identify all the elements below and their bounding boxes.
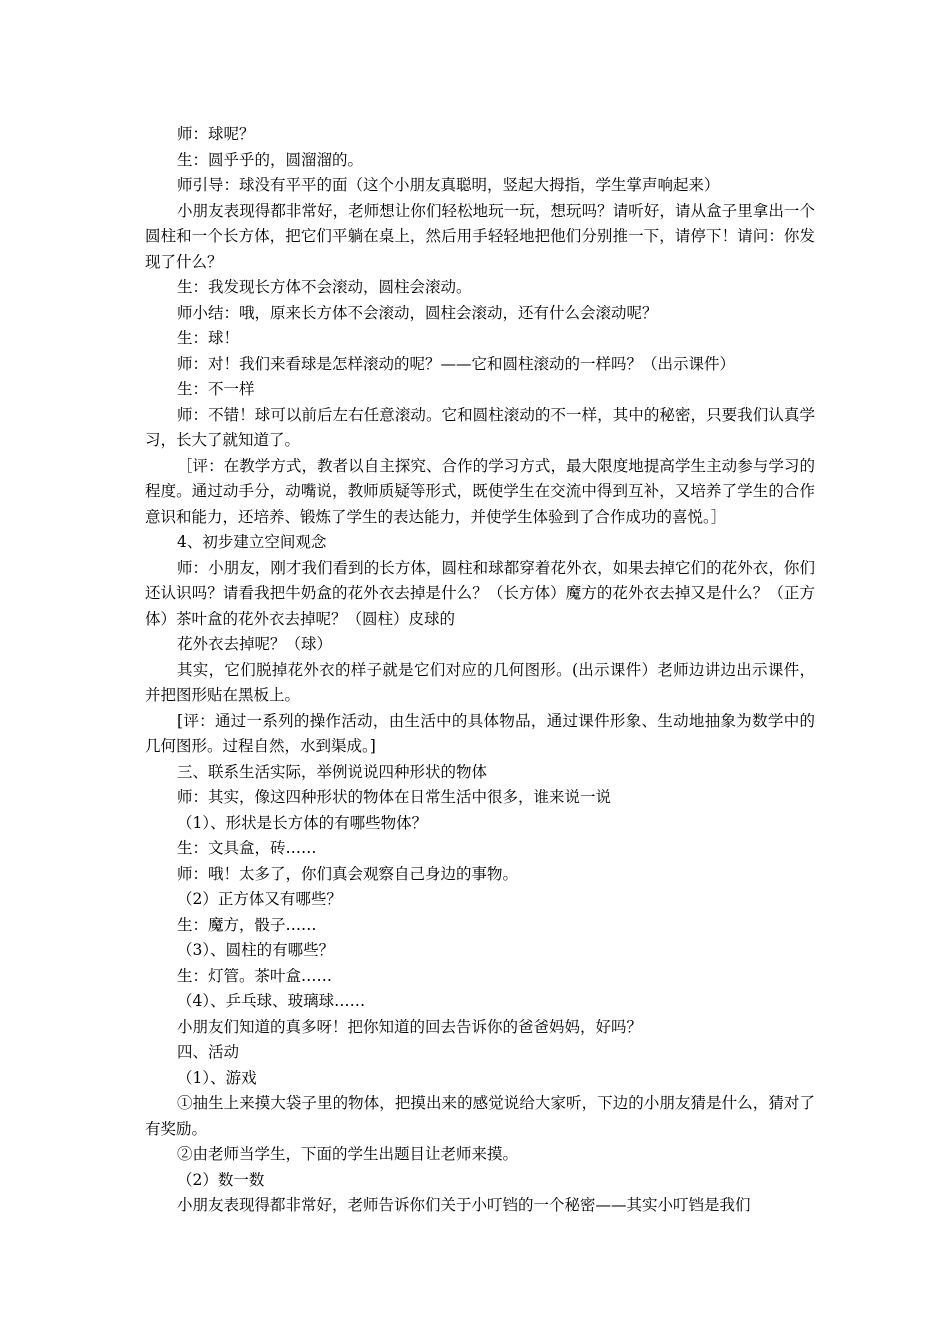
paragraph-31: ②由老师当学生，下面的学生出题目让老师来摸。: [177, 1145, 519, 1163]
paragraph-10: 师：不错！球可以前后左右任意滚动。它和圆柱滚动的不一样，其中的秘密，只要我们认真学习，长大了就知道了。: [145, 405, 815, 449]
paragraph-9: 生：不一样: [177, 380, 255, 398]
paragraph-8: 师：对！我们来看球是怎样滚动的呢？——它和圆柱滚动的一样吗？（出示课件）: [177, 354, 736, 373]
comment-paragraph-1: ［评：在教学方式，教者以自主探究、合作的学习方式，最大限度地提高学生主动参与学习的程度。通过动手分，动嘴说，教师质疑等形式，既使学生在交流中得到互补，又培养了学生的合作意识和能力，还培养、锻炼了学生的表达能力，并使学生体验到了合作成功的喜悦。］: [145, 456, 815, 526]
paragraph-33: 小朋友表现得都非常好，老师告诉你们关于小叮铛的一个秘密——其实小叮铛是我们: [177, 1196, 751, 1214]
section-heading-4: 4、初步建立空间观念: [177, 533, 327, 551]
sub-heading-count: （2）数一数: [177, 1170, 265, 1189]
paragraph-2: 生：圆乎乎的，圆溜溜的。: [177, 150, 364, 169]
paragraph-18: 师：其实，像这四种形状的物体在日常生活中很多，谁来说一说: [177, 788, 612, 806]
paragraph-25: 生：灯管。茶叶盒……: [177, 966, 333, 985]
paragraph-30: ①抽生上来摸大袋子里的物体，把摸出来的感觉说给大家听，下边的小朋友猜是什么，猜对了有奖励。: [145, 1094, 815, 1138]
paragraph-1: 师：球呢？: [177, 125, 255, 143]
paragraph-23: 生：魔方，骰子……: [177, 915, 317, 934]
sub-heading-game: （1）、游戏: [177, 1068, 257, 1087]
paragraph-15: 其实，它们脱掉花外衣的样子就是它们对应的几何图形。(出示课件）老师边讲边出示课件，并把图形贴在黑板上。: [145, 660, 815, 704]
document-page: [145, 122, 815, 1219]
paragraph-5: 生：我发现长方体不会滚动，圆柱会滚动。: [177, 278, 472, 296]
section-heading-3: 三、联系生活实际，举例说说四种形状的物体: [177, 762, 488, 781]
comment-paragraph-2: [评：通过一系列的操作活动，由生活中的具体物品，通过课件形象、生动地抽象为数学中的几何图形。过程自然，水到渠成。]: [145, 711, 815, 755]
paragraph-14: 花外衣去掉呢？（球）: [177, 635, 333, 653]
list-item-2: （2）正方体又有哪些？: [177, 890, 342, 908]
paragraph-20: 生：文具盒，砖……: [177, 839, 317, 857]
paragraph-13: 师：小朋友，刚才我们看到的长方体，圆柱和球都穿着花外衣，如果去掉它们的花外衣，你们还认识吗？请看我把牛奶盒的花外衣去掉是什么？（长方体）魔方的花外衣去掉又是什么？（正方体）茶叶盒的花外衣去掉呢？（圆柱）皮球的: [145, 558, 815, 628]
paragraph-7: 生：球！: [177, 329, 240, 347]
paragraph-6: 师小结：哦，原来长方体不会滚动，圆柱会滚动，还有什么会滚动呢？: [177, 303, 658, 322]
list-item-3: （3）、圆柱的有哪些？: [177, 941, 335, 959]
section-heading-activity: 四、活动: [177, 1043, 240, 1061]
paragraph-21: 师：哦！太多了，你们真会观察自己身边的事物。: [177, 864, 519, 883]
list-item-1: （1）、形状是长方体的有哪些物体？: [177, 813, 428, 832]
paragraph-27: 小朋友们知道的真多呀！把你知道的回去告诉你的爸爸妈妈，好吗？: [177, 1017, 643, 1036]
paragraph-3: 师引导：球没有平平的面（这个小朋友真聪明，竖起大拇指，学生掌声响起来）: [177, 176, 720, 194]
list-item-4: （4）、乒乓球、玻璃球……: [177, 992, 366, 1010]
paragraph-4: 小朋友表现得都非常好，老师想让你们轻松地玩一玩，想玩吗？请听好，请从盒子里拿出一个圆柱和一个长方体，把它们平躺在桌上，然后用手轻轻地把他们分别推一下，请停下！请问：你发现了什么？: [145, 201, 815, 271]
